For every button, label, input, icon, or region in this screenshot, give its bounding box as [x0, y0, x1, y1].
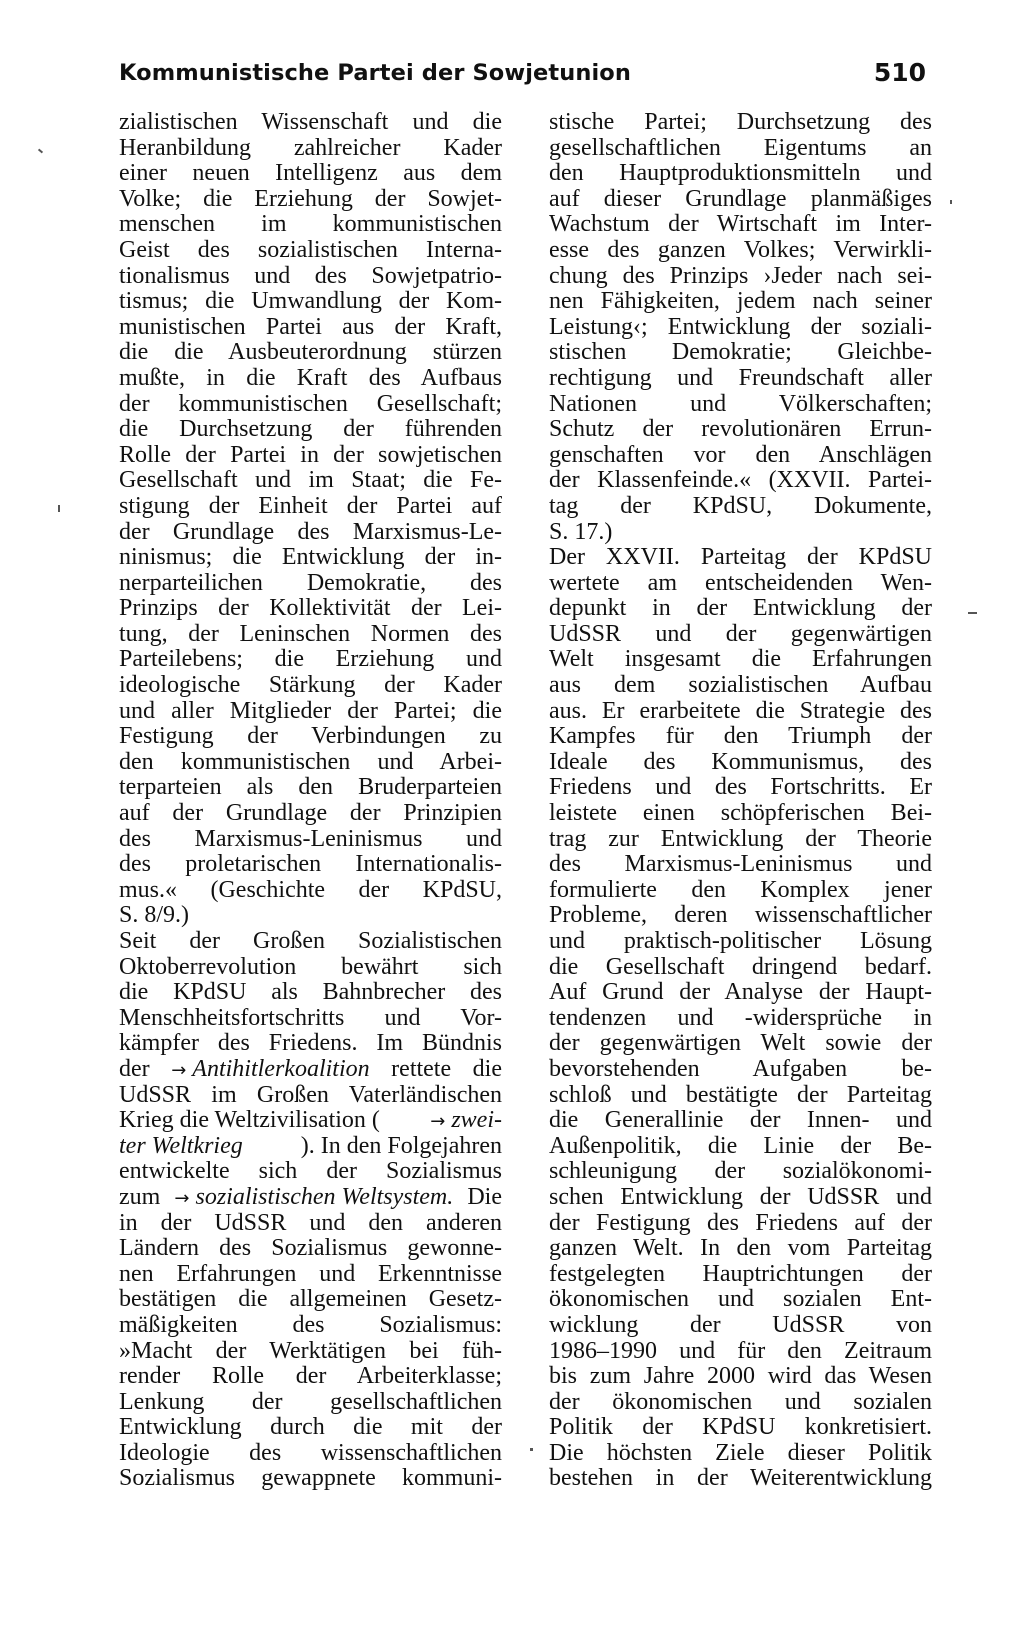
cross-reference-link[interactable]: [174, 1185, 453, 1212]
text-line: die Durchsetzung der führenden: [119, 416, 502, 443]
text-line: leistete einen schöpferischen Bei-: [549, 800, 932, 827]
text-line: den kommunistischen und Arbei-: [119, 748, 502, 775]
text-line: des Marxismus-Leninismus und: [119, 825, 502, 852]
text-line: Menschheitsfortschritts und Vor-: [119, 1004, 502, 1031]
text-line: stigung der Einheit der Partei auf: [119, 492, 502, 519]
text-line: tendenzen und -widersprüche in: [549, 1004, 932, 1031]
text-line: Rolle der Partei in der sowjetischen: [119, 441, 502, 468]
text-line: Leistung‹; Entwicklung der soziali-: [549, 313, 932, 340]
text-fragment: ). In den Folgejahren: [300, 1132, 502, 1159]
text-line: Ideologie des wissenschaftlichen: [119, 1439, 502, 1466]
text-line: stischen Demokratie; Gleichbe-: [549, 339, 932, 366]
left-column: [119, 110, 502, 1492]
text-line: »Macht der Werktätigen bei füh-: [119, 1337, 502, 1364]
text-line: S. 17.): [549, 518, 613, 545]
text-fragment: die: [472, 1055, 502, 1082]
text-line: bis zum Jahre 2000 wird das Wesen: [549, 1363, 932, 1390]
text-line: gesellschaftlichen Eigentums an: [549, 134, 932, 161]
text-line: in der UdSSR und den anderen: [119, 1209, 502, 1236]
cross-reference-term: zwei-: [451, 1107, 502, 1134]
text-line: tung, der Leninschen Normen des: [119, 620, 502, 647]
text-line: wicklung der UdSSR von: [549, 1311, 932, 1338]
right-column: [549, 110, 932, 1492]
text-line: stische Partei; Durchsetzung des: [549, 109, 932, 135]
text-line: rechtigung und Freundschaft aller: [549, 364, 932, 391]
arrow-right-icon: →: [171, 1059, 187, 1081]
text-line: Welt insgesamt die Erfahrungen: [549, 646, 932, 673]
text-line: bevorstehenden Aufgaben be-: [549, 1055, 932, 1082]
text-line: chung des Prinzips ›Jeder nach sei-: [549, 262, 932, 289]
arrow-right-icon: →: [430, 1111, 446, 1133]
scan-speck: [530, 1448, 533, 1451]
scan-speck: [58, 505, 60, 512]
text-line: Entwicklung durch die mit der: [119, 1414, 502, 1441]
text-line: munistischen Partei aus der Kraft,: [119, 313, 502, 340]
text-line: und praktisch-politischer Lösung: [549, 928, 932, 954]
text-line: Schutz der revolutionären Errun-: [549, 416, 932, 443]
scan-speck: [950, 200, 952, 204]
scan-speck: [38, 149, 43, 154]
text-line: Gesellschaft und im Staat; die Fe-: [119, 467, 502, 494]
text-line: terparteien als den Bruderparteien: [119, 774, 502, 801]
text-line: Prinzips der Kollektivität der Lei-: [119, 595, 502, 622]
text-line: Heranbildung zahlreicher Kader: [119, 134, 502, 161]
text-line: wertete am entscheidenden Wen-: [549, 569, 932, 596]
text-line: der Klassenfeinde.« (XXVII. Partei-: [549, 467, 932, 494]
text-line: Volke; die Erziehung der Sowjet-: [119, 185, 502, 212]
text-line: die Gesellschaft dringend bedarf.: [549, 953, 932, 980]
text-line: der ökonomischen und sozialen: [549, 1388, 932, 1415]
text-line: mus.« (Geschichte der KPdSU,: [119, 876, 502, 903]
text-line: die KPdSU als Bahnbrecher des: [119, 979, 502, 1006]
text-line: Festigung der Verbindungen zu: [119, 723, 502, 750]
scan-speck: [968, 612, 977, 614]
text-fragment: zum: [119, 1183, 161, 1210]
text-line: aus. Er erarbeitete die Strategie des: [549, 697, 932, 724]
text-line: Geist des sozialistischen Interna-: [119, 236, 502, 263]
text-line: tag der KPdSU, Dokumente,: [549, 492, 932, 519]
cross-reference-term[interactable]: ter Weltkrieg: [119, 1132, 243, 1159]
text-line: Lenkung der gesellschaftlichen: [119, 1388, 502, 1415]
text-line: der gegenwärtigen Welt sowie der: [549, 1030, 932, 1057]
text-line: der Grundlage des Marxismus-Le-: [119, 518, 502, 545]
text-line: nerparteilichen Demokratie, des: [119, 569, 502, 596]
text-line: bestätigen die allgemeinen Gesetz-: [119, 1286, 502, 1313]
text-line: Politik der KPdSU konkretisiert.: [549, 1414, 932, 1441]
text-line: Außenpolitik, die Linie der Be-: [549, 1132, 932, 1159]
text-line: Parteilebens; die Erziehung und: [119, 646, 502, 673]
text-line: Der XXVII. Parteitag der KPdSU: [549, 544, 932, 571]
text-line: bestehen in der Weiterentwicklung: [549, 1465, 932, 1492]
text-line: und aller Mitglieder der Partei; die: [119, 697, 502, 724]
text-line: esse des ganzen Volkes; Verwirkli-: [549, 236, 932, 263]
text-line: 1986–1990 und für den Zeitraum: [549, 1337, 932, 1364]
text-fragment: der: [119, 1055, 150, 1082]
text-line: Sozialismus gewappnete kommuni-: [119, 1465, 502, 1492]
text-line: kämpfer des Friedens. Im Bündnis: [119, 1030, 502, 1057]
text-line: ninismus; die Entwicklung der in-: [119, 544, 502, 571]
text-line-with-cross-reference: [119, 1057, 502, 1083]
text-line: formulierte den Komplex jener: [549, 876, 932, 903]
text-line: entwickelte sich der Sozialismus: [119, 1158, 502, 1185]
text-line: mäßigkeiten des Sozialismus:: [119, 1311, 502, 1338]
text-line: auf der Grundlage der Prinzipien: [119, 800, 502, 827]
text-line: aus dem sozialistischen Aufbau: [549, 672, 932, 699]
text-line: UdSSR und der gegenwärtigen: [549, 620, 932, 647]
cross-reference-link[interactable]: [171, 1057, 369, 1084]
text-line: des Marxismus-Leninismus und: [549, 851, 932, 878]
text-line: die die Ausbeuterordnung stürzen: [119, 339, 502, 366]
text-line: zialistischen Wissenschaft und die: [119, 109, 502, 135]
text-line: festgelegten Hauptrichtungen der: [549, 1260, 932, 1287]
text-line: einer neuen Intelligenz aus dem: [119, 160, 502, 187]
running-head: [119, 56, 934, 96]
text-line: tionalismus und des Sowjetpatrio-: [119, 262, 502, 289]
text-fragment: Die: [467, 1183, 502, 1210]
cross-reference-term: sozialistischen Weltsystem.: [195, 1183, 454, 1210]
text-line: Auf Grund der Analyse der Haupt-: [549, 979, 932, 1006]
text-line: schen Entwicklung der UdSSR und: [549, 1183, 932, 1210]
text-line: depunkt in der Entwicklung der: [549, 595, 932, 622]
text-line: render Rolle der Arbeiterklasse;: [119, 1363, 502, 1390]
cross-reference-link[interactable]: [430, 1108, 502, 1135]
text-line: mußte, in die Kraft des Aufbaus: [119, 364, 502, 391]
text-line: trag zur Entwicklung der Theorie: [549, 825, 932, 852]
text-line: Nationen und Völkerschaften;: [549, 390, 932, 417]
text-line: ganzen Welt. In den vom Parteitag: [549, 1235, 932, 1262]
text-line: der Festigung des Friedens auf der: [549, 1209, 932, 1236]
text-line: Oktoberrevolution bewährt sich: [119, 953, 502, 980]
page-number: 510: [873, 58, 926, 87]
text-line: schleunigung der sozialökonomi-: [549, 1158, 932, 1185]
text-fragment: Krieg die Weltzivilisation (: [119, 1107, 380, 1134]
text-line: S. 8/9.): [119, 902, 190, 929]
text-line: Die höchsten Ziele dieser Politik: [549, 1439, 932, 1466]
text-line: nen Erfahrungen und Erkenntnisse: [119, 1260, 502, 1287]
text-line: der kommunistischen Gesellschaft;: [119, 390, 502, 417]
text-line: Probleme, deren wissenschaftlicher: [549, 902, 932, 929]
text-line: des proletarischen Internationalis-: [119, 851, 502, 878]
text-line: Seit der Großen Sozialistischen: [119, 928, 502, 954]
text-line-with-cross-reference: [119, 1134, 502, 1160]
text-line-with-cross-reference: [119, 1108, 502, 1134]
text-line-with-cross-reference: [119, 1185, 502, 1211]
text-line: Wachstum der Wirtschaft im Inter-: [549, 211, 932, 238]
text-line: tismus; die Umwandlung der Kom-: [119, 288, 502, 315]
text-line: nen Fähigkeiten, jedem nach seiner: [549, 288, 932, 315]
running-title: Kommunistische Partei der Sowjetunion: [119, 60, 631, 86]
text-line: die Generallinie der Innen- und: [549, 1107, 932, 1134]
text-fragment: rettete: [391, 1055, 452, 1082]
text-line: ideologische Stärkung der Kader: [119, 672, 502, 699]
text-line: UdSSR im Großen Vaterländischen: [119, 1081, 502, 1108]
text-line: Ideale des Kommunismus, des: [549, 748, 932, 775]
text-line: schloß und bestätigte der Parteitag: [549, 1081, 932, 1108]
text-line: genschaften vor den Anschlägen: [549, 441, 932, 468]
arrow-right-icon: →: [174, 1187, 190, 1209]
text-line: auf dieser Grundlage planmäßiges: [549, 185, 932, 212]
text-line: den Hauptproduktionsmitteln und: [549, 160, 932, 187]
text-line: Ländern des Sozialismus gewonne-: [119, 1235, 502, 1262]
cross-reference-term: Antihitlerkoalition: [192, 1055, 370, 1082]
text-line: Kampfes für den Triumph der: [549, 723, 932, 750]
text-line: menschen im kommunistischen: [119, 211, 502, 238]
text-line: ökonomischen und sozialen Ent-: [549, 1286, 932, 1313]
text-line: Friedens und des Fortschritts. Er: [549, 774, 932, 801]
